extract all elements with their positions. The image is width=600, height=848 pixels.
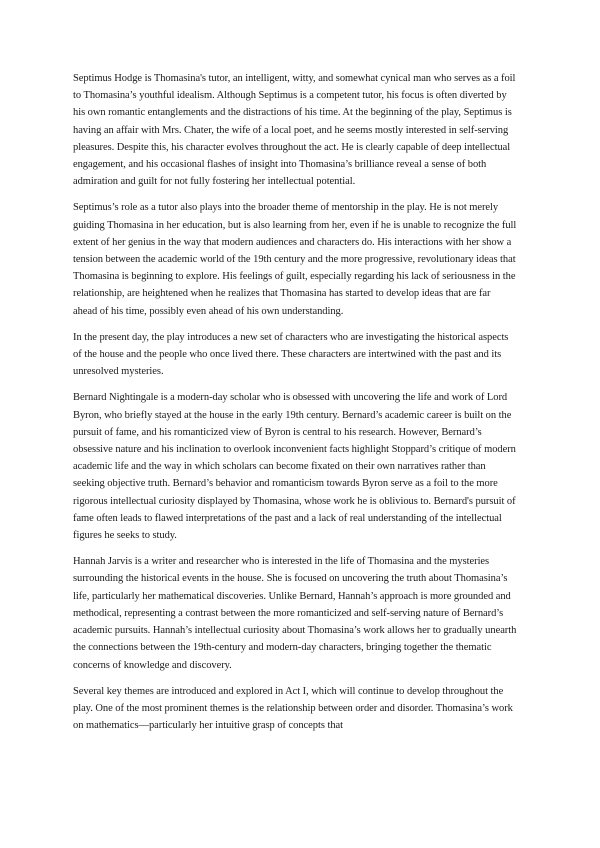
- paragraph-bernard: Bernard Nightingale is a modern-day scholar who is obsessed with uncovering the life and work of Lord Byron, who briefly stayed at the house in the early 19th century. Bernard’s academic career is built on the pursuit of fame, and his romanticized view of Byron is central to his research. However, Bernard’s obsessive nature and his inclination to overlook inconvenient facts highlight Stoppard’s critique of modern academic life and the way in which scholars can become fixated on their own narratives rather than seeking objective truth. Bernard’s behavior and romanticism towards Byron serve as a foil to the more rigorous intellectual curiosity displayed by Thomasina, whose work he is oblivious to. Bernard's pursuit of fame often leads to flawed interpretations of the past and a lack of real understanding of the intellectual figures he seeks to study.: [73, 392, 516, 542]
- paragraph-septimus-mentorship: Septimus’s role as a tutor also plays into the broader theme of mentorship in the play. He is not merely guiding Thomasina in her education, but is also learning from her, even if he is unable to recognize the full extent of her genius in the way that modern audiences and characters do. His interactions with her show a tension between the academic world of the 19th century and the more progressive, revolutionary ideas that Thomasina is beginning to explore. His feelings of guilt, especially regarding his lack of seriousness in the relationship, are heightened when he realizes that Thomasina has started to develop ideas that are far ahead of his time, possibly even ahead of his own understanding.: [73, 202, 517, 317]
- document-page: [73, 70, 517, 743]
- paragraph-hannah: Hannah Jarvis is a writer and researcher who is interested in the life of Thomasina and the mysteries surrounding the historical events in the house. She is focused on uncovering the truth about Thomasina’s life, particularly her mathematical discoveries. Unlike Bernard, Hannah’s approach is more grounded and methodical, representing a contrast between the more romanticized and self-serving nature of Bernard’s academic pursuits. Hannah’s intellectual curiosity about Thomasina’s work allows her to gradually unearth the connections between the 19th-century and modern-day characters, bringing together the thematic concerns of knowledge and discovery.: [73, 556, 517, 671]
- paragraph-present-day: In the present day, the play introduces a new set of characters who are investigating the historical aspects of the house and the people who once lived there. These characters are intertwined with the past and its unresolved mysteries.: [73, 331, 509, 378]
- paragraph-septimus-intro: Septimus Hodge is Thomasina's tutor, an intelligent, witty, and somewhat cynical man who serves as a foil to Thomasina’s youthful idealism. Although Septimus is a competent tutor, his focus is often diverted by his own romantic entanglements and the distractions of his time. At the beginning of the play, Septimus is having an affair with Mrs. Chater, the wife of a local poet, and he seems mostly interested in self-serving pleasures. Despite this, his character evolves throughout the act. He is clearly capable of deep intellectual engagement, and his occasional flashes of insight into Thomasina’s brilliance reveal a sense of both admiration and guilt for not fully fostering her intellectual potential.: [73, 73, 516, 188]
- paragraph-themes: Several key themes are introduced and explored in Act I, which will continue to develop throughout the play. One of the most prominent themes is the relationship between order and disorder. Thomasina’s work on mathematics—particularly her intuitive grasp of concepts that: [73, 685, 513, 732]
